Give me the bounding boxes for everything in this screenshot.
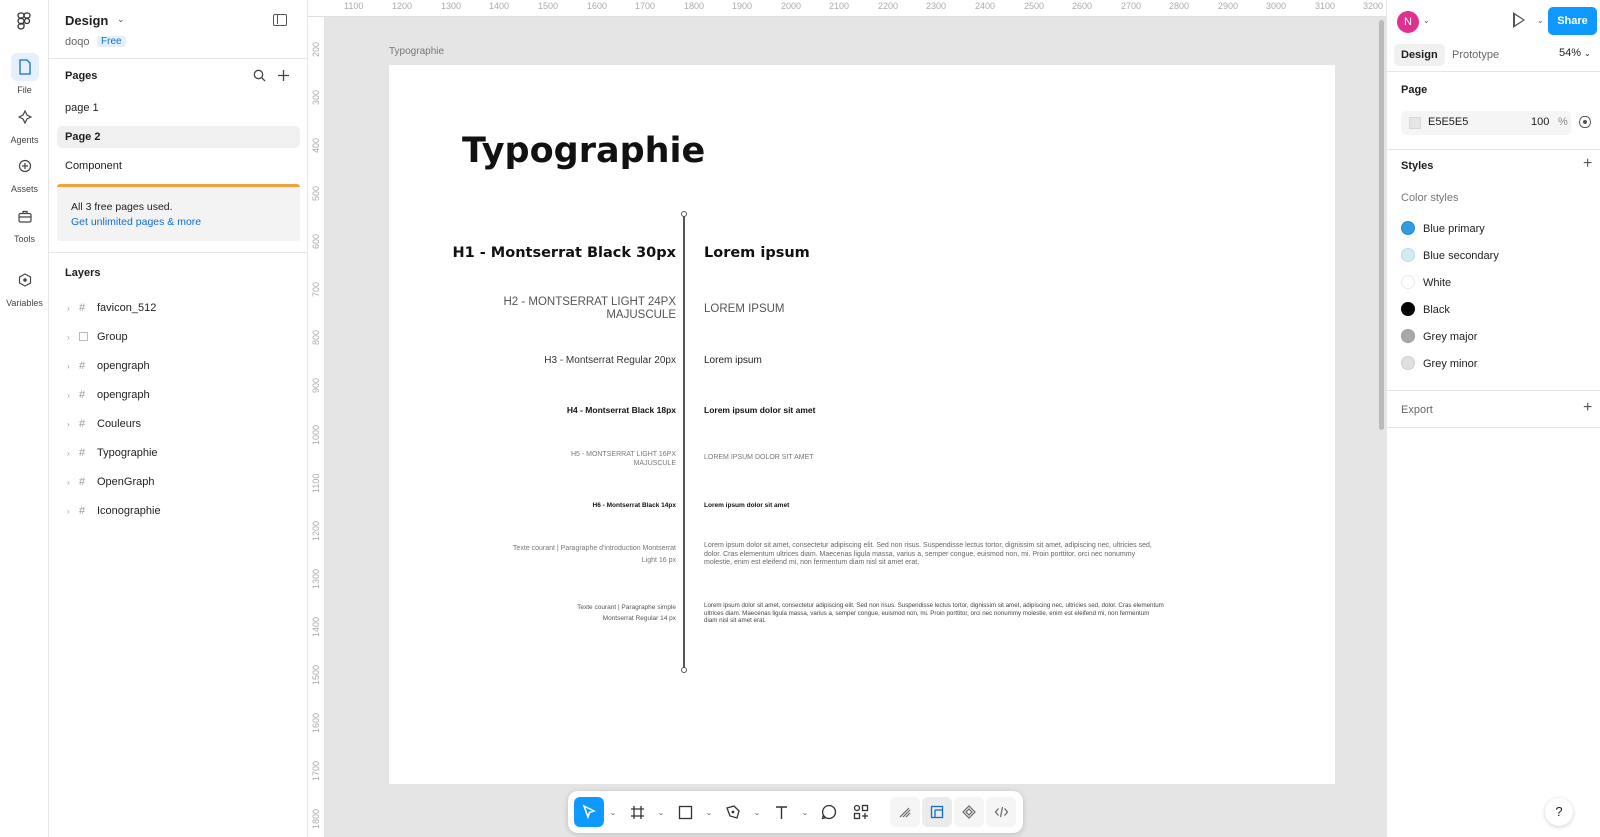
rail-tools-label: Tools (13, 234, 35, 244)
ruler-tick: 1400 (311, 616, 321, 637)
ruler-tick: 1600 (311, 712, 321, 733)
canvas[interactable] (308, 0, 1386, 837)
file-icon (11, 53, 39, 81)
layer-item[interactable] (57, 325, 300, 349)
left-panel (49, 0, 308, 837)
divider-line (683, 214, 685, 671)
chevron-down-icon[interactable]: ⌄ (657, 807, 665, 817)
chevron-right-icon[interactable]: › (67, 507, 70, 516)
ruler-tick: 1800 (311, 808, 321, 829)
divider (49, 252, 308, 253)
type-sample: Lorem ipsum dolor sit amet, consectetur adipiscing elit. Sed non risus. Suspendisse lectus tortor, dignissim sit amet, adipiscing nec, ultricies sed, dolor. Cras elementum ultrices diam. Maecenas ligula massa, varius a, semper congue, euismod non, mi. Proin porttitor, orci nec nonummy molestie, enim est eleifend mi, non fermentum diam nisl sit amet erat. (704, 542, 1152, 566)
frame-title: Typographie (462, 131, 706, 171)
page-section-title: Page (1401, 84, 1428, 96)
vertical-scrollbar[interactable] (1379, 20, 1384, 430)
sidebar-toggle-icon[interactable] (273, 14, 287, 26)
ruler-tick: 2900 (1218, 1, 1239, 11)
typographie-frame[interactable] (389, 65, 1335, 784)
text-tool-icon[interactable] (766, 797, 796, 827)
chevron-right-icon[interactable]: › (67, 362, 70, 371)
ruler-tick: 3200 (1363, 1, 1384, 11)
layer-label: opengraph (97, 389, 150, 401)
dev-mode-icon[interactable] (986, 797, 1016, 827)
search-icon[interactable] (253, 69, 266, 82)
tab-design[interactable]: Design (1394, 44, 1445, 66)
rail-agents-label: Agents (10, 135, 39, 145)
percent-label: % (1558, 116, 1568, 128)
zoom-value: 54% (1559, 47, 1582, 59)
rail-variables[interactable] (0, 266, 49, 308)
color-style-item[interactable] (1401, 246, 1499, 266)
ruler-tick: 2100 (829, 1, 850, 11)
rail-assets-label: Assets (10, 184, 38, 194)
divider (1387, 71, 1600, 72)
color-swatch (1401, 329, 1415, 343)
color-style-label: Black (1423, 304, 1450, 316)
rail-variables-label: Variables (6, 298, 43, 308)
ruler-tick: 300 (311, 89, 321, 105)
layer-label: OpenGraph (97, 476, 155, 488)
chevron-down-icon[interactable]: ⌄ (1537, 16, 1544, 25)
type-sample: LOREM IPSUM DOLOR SIT AMET (704, 454, 814, 461)
ruler-tick: 500 (311, 185, 321, 201)
file-title[interactable]: Design (65, 13, 109, 28)
ruler-tick: 900 (311, 377, 321, 393)
frame-icon: # (79, 389, 86, 401)
ruler-tick: 2500 (1024, 1, 1045, 11)
color-swatch (1401, 356, 1415, 370)
chevron-down-icon[interactable]: ⌄ (801, 807, 809, 817)
color-style-item[interactable] (1401, 300, 1450, 320)
rail-tools[interactable] (0, 202, 49, 244)
frame-icon: # (79, 447, 86, 459)
rectangle-tool-icon[interactable] (670, 797, 700, 827)
ruler-tick: 1900 (732, 1, 753, 11)
rail-file[interactable] (0, 53, 49, 95)
type-spec-label: H2 - MONTSERRAT LIGHT 24PX MAJUSCULE (503, 296, 676, 321)
ruler-tick: 2200 (878, 1, 899, 11)
agents-icon (11, 103, 39, 131)
rail-assets[interactable] (0, 152, 49, 194)
move-tool-icon[interactable] (574, 797, 604, 827)
color-swatch (1401, 275, 1415, 289)
ruler-tick: 1100 (311, 473, 321, 493)
frame-icon: # (79, 302, 86, 314)
type-spec-label: Texte courant | Paragraphe d'introduction Montserrat Light 16 px (512, 545, 676, 564)
add-page-icon[interactable] (277, 69, 290, 82)
divider (49, 58, 308, 59)
color-style-label: Grey major (1423, 331, 1478, 343)
frame-tool-icon[interactable] (622, 797, 652, 827)
layer-label: Couleurs (97, 418, 142, 430)
ruler-left (308, 17, 325, 837)
chevron-right-icon[interactable]: › (67, 420, 70, 429)
page-opacity-value[interactable]: 100 (1531, 116, 1550, 128)
type-spec-label: H1 - Montserrat Black 30px (452, 245, 676, 261)
ruler-tick: 1500 (538, 1, 559, 11)
draw-mode-icon[interactable] (890, 797, 920, 827)
type-sample: LOREM IPSUM (704, 303, 785, 315)
layer-item[interactable] (57, 499, 300, 523)
ruler-tick: 2300 (926, 1, 947, 11)
design-mode-icon[interactable] (922, 797, 952, 827)
type-sample: Lorem ipsum (704, 355, 762, 366)
layer-item[interactable] (57, 470, 300, 494)
ruler-tick: 400 (311, 137, 321, 153)
layer-item[interactable] (57, 354, 300, 378)
actions-icon[interactable] (846, 797, 876, 827)
color-style-label: Blue secondary (1423, 250, 1499, 262)
ruler-tick: 1300 (311, 568, 321, 589)
chevron-right-icon[interactable]: › (67, 449, 70, 458)
ruler-tick: 1200 (392, 1, 413, 11)
ruler-tick: 3100 (1315, 1, 1336, 11)
type-spec-label: H3 - Montserrat Regular 20px (544, 355, 676, 366)
type-sample: Lorem ipsum (704, 245, 810, 261)
ruler-tick: 1500 (311, 664, 321, 685)
ruler-tick: 1700 (311, 760, 321, 781)
ruler-tick: 1300 (441, 1, 462, 11)
type-sample: Lorem ipsum dolor sit amet (704, 502, 790, 509)
chevron-down-icon: ⌄ (1584, 49, 1591, 58)
eye-icon[interactable] (1579, 116, 1591, 128)
add-style-icon[interactable]: + (1583, 155, 1593, 172)
ruler-tick: 1400 (489, 1, 510, 11)
group-icon (79, 332, 88, 341)
tools-icon (11, 202, 39, 230)
chevron-right-icon[interactable]: › (67, 333, 70, 342)
dev-components-icon[interactable] (954, 797, 984, 827)
layer-label: favicon_512 (97, 302, 157, 314)
styles-title: Styles (1401, 160, 1434, 172)
ruler-tick: 1200 (311, 520, 321, 541)
pages-title: Pages (65, 70, 98, 82)
type-spec-label: H6 - Montserrat Black 14px (592, 502, 676, 509)
chevron-down-icon[interactable]: ⌄ (609, 807, 617, 817)
warning-text: All 3 free pages used. (71, 201, 173, 213)
ruler-tick: 1700 (635, 1, 656, 11)
color-swatch[interactable] (1409, 117, 1421, 129)
tab-prototype[interactable]: Prototype (1452, 49, 1500, 61)
ruler-tick: 1600 (587, 1, 608, 11)
type-spec-label: H4 - Montserrat Black 18px (566, 405, 676, 415)
color-style-item[interactable] (1401, 327, 1477, 347)
ruler-tick: 600 (311, 233, 321, 249)
color-swatch (1401, 302, 1415, 316)
color-style-label: Grey minor (1423, 358, 1478, 370)
layer-item[interactable] (57, 296, 300, 320)
type-spec-label: Texte courant | Paragraphe simple Montserrat Regular 14 px (577, 604, 676, 622)
present-icon[interactable] (1513, 12, 1525, 28)
chevron-right-icon[interactable]: › (67, 304, 70, 313)
color-styles-title: Color styles (1401, 192, 1459, 204)
comment-tool-icon[interactable] (814, 797, 844, 827)
ruler-tick: 2400 (975, 1, 996, 11)
zoom-level[interactable] (1559, 47, 1591, 59)
frame-icon: # (79, 418, 86, 430)
page-item-selected[interactable]: Page 2 (57, 126, 300, 148)
ruler-tick: 2600 (1072, 1, 1093, 11)
frame-icon: # (79, 360, 86, 372)
frame-icon: # (79, 476, 86, 488)
line-endpoint (681, 667, 687, 673)
assets-icon (11, 152, 39, 180)
page-item[interactable]: page 1 (65, 102, 99, 114)
ruler-tick: 1000 (311, 424, 321, 445)
ruler-tick: 2700 (1121, 1, 1142, 11)
color-style-item[interactable] (1401, 273, 1451, 293)
frame-icon: # (79, 505, 86, 517)
rail-file-label: File (17, 85, 32, 95)
color-swatch (1401, 248, 1415, 262)
layers-title: Layers (65, 267, 101, 279)
layer-label: Group (97, 331, 128, 343)
ruler-tick: 2000 (781, 1, 802, 11)
pen-tool-icon[interactable] (718, 797, 748, 827)
ruler-tick: 1100 (344, 1, 364, 11)
divider (1387, 390, 1600, 391)
bottom-toolbar (568, 791, 1023, 833)
icon-rail (0, 0, 49, 837)
color-style-label: Blue primary (1423, 223, 1485, 235)
chevron-right-icon[interactable]: › (67, 391, 70, 400)
team-name[interactable]: doqo (65, 36, 90, 48)
type-spec-label: H5 - MONTSERRAT LIGHT 16PX MAJUSCULE (570, 451, 676, 467)
divider (1387, 149, 1600, 150)
page-color-value[interactable]: E5E5E5 (1428, 116, 1469, 128)
layer-item[interactable] (57, 412, 300, 436)
help-button[interactable]: ? (1545, 798, 1573, 826)
ruler-top (308, 0, 1386, 17)
frame-label[interactable]: Typographie (389, 46, 445, 57)
rail-agents[interactable] (0, 103, 49, 145)
type-sample: Lorem ipsum dolor sit amet (704, 405, 816, 415)
variables-icon (11, 266, 39, 294)
page-item[interactable]: Component (65, 160, 122, 172)
type-sample: Lorem ipsum dolor sit amet, consectetur adipiscing elit. Sed non risus. Suspendisse lectus tortor, dignissim sit amet, adipiscing nec, ultricies sed, dolor. Cras elementum ultrices diam. Maecenas ligula massa, varius a, semper congue, euismod non, mi. Proin porttitor, orci nec nonummy molestie, enim est eleifend mi, non fermentum diam nisl sit amet erat. (704, 602, 1164, 624)
ruler-tick: 700 (311, 281, 321, 297)
add-export-icon[interactable]: + (1583, 399, 1593, 416)
ruler-tick: 800 (311, 329, 321, 345)
line-endpoint (681, 211, 687, 217)
ruler-tick: 2800 (1169, 1, 1190, 11)
avatar[interactable]: N (1397, 11, 1419, 33)
color-style-item[interactable] (1401, 354, 1477, 374)
layer-item[interactable] (57, 441, 300, 465)
chevron-down-icon[interactable]: ⌄ (1423, 16, 1430, 25)
figma-logo-icon[interactable] (16, 12, 32, 30)
chevron-down-icon[interactable]: ⌄ (705, 807, 713, 817)
divider (1387, 427, 1600, 428)
right-panel (1386, 0, 1600, 837)
color-swatch (1401, 221, 1415, 235)
free-pages-warning (57, 184, 300, 241)
share-button[interactable]: Share (1548, 7, 1597, 35)
page-color-field[interactable] (1401, 111, 1571, 135)
chevron-down-icon[interactable]: ⌄ (753, 807, 761, 817)
color-style-label: White (1423, 277, 1452, 289)
chevron-right-icon[interactable]: › (67, 478, 70, 487)
chevron-down-icon[interactable]: ⌄ (117, 14, 125, 24)
ruler-tick: 3000 (1266, 1, 1287, 11)
ruler-tick: 200 (311, 41, 321, 57)
layer-label: Typographie (97, 447, 158, 459)
ruler-tick: 1800 (684, 1, 705, 11)
plan-badge[interactable]: Free (97, 36, 126, 47)
export-title: Export (1401, 404, 1433, 416)
layer-label: Iconographie (97, 505, 161, 517)
layer-item[interactable] (57, 383, 300, 407)
layer-label: opengraph (97, 360, 150, 372)
color-style-item[interactable] (1401, 219, 1485, 239)
upgrade-link[interactable]: Get unlimited pages & more (71, 216, 202, 228)
